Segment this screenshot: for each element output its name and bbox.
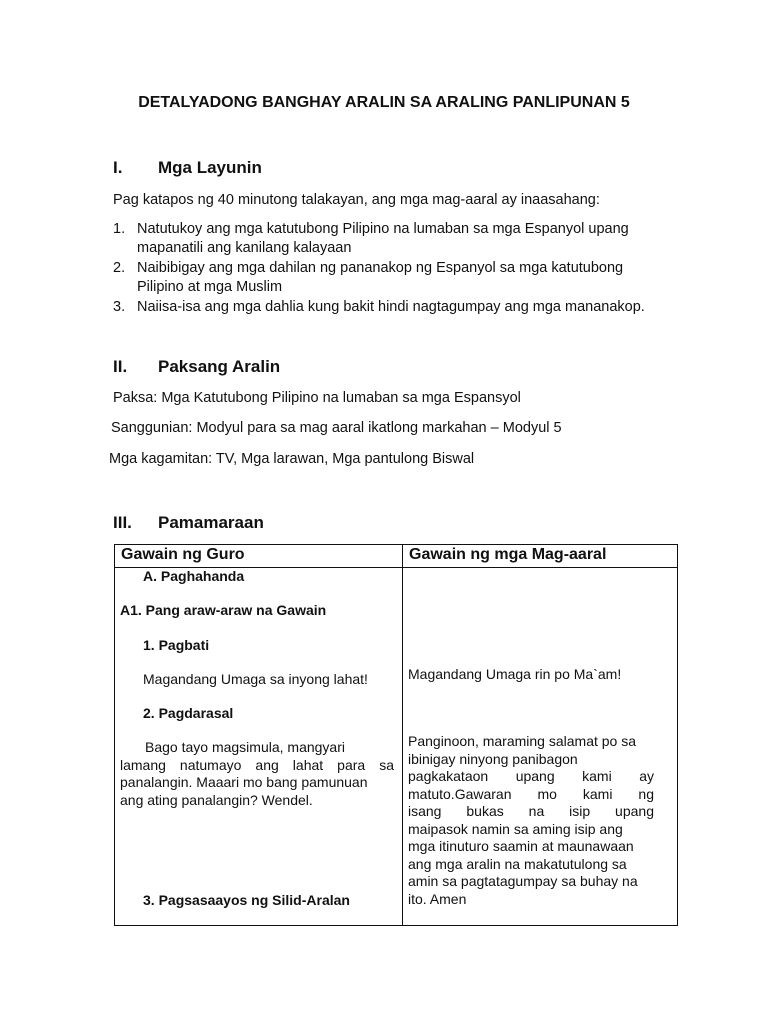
column-divider — [402, 545, 403, 925]
text-line-content: amin sa pagtatagumpay sa buhay na — [408, 873, 638, 889]
text-line — [408, 733, 654, 751]
header-students: Gawain ng mga Mag-aaral — [409, 546, 607, 563]
teacher-greeting: Magandang Umaga sa inyong lahat! — [143, 671, 368, 687]
text-line-content: isang bukas na isip upang — [408, 803, 654, 819]
text-line-content: panalangin. Maaari mo bang pamunuan — [120, 774, 368, 790]
student-greeting-reply: Magandang Umaga rin po Ma`am! — [408, 666, 622, 682]
section-3-number: III. — [113, 513, 132, 532]
text-line-content: ang mga aralin na makatutulong sa — [408, 855, 627, 872]
objectives-list — [113, 220, 673, 318]
text-line-content: maipasok namin sa aming isip ang — [408, 820, 623, 837]
paksa-line: Paksa: Mga Katutubong Pilipino na lumaban sa mga Espansyol — [113, 390, 521, 406]
objective-text: Natutukoy ang mga katutubong Pilipino na lumaban sa mga Espanyol upang mapanatili ang kanilang kalayaan — [137, 221, 629, 256]
text-line-content: Bago tayo magsimula, mangyari — [145, 739, 345, 755]
objective-number: 1. — [113, 221, 126, 237]
text-line — [408, 786, 654, 804]
text-line — [408, 803, 654, 821]
text-line-content: matuto.Gawaran mo kami ng — [408, 785, 654, 802]
list-item — [113, 298, 673, 317]
section-1-number: I. — [113, 158, 123, 177]
pagdarasal-heading: 2. Pagdarasal — [143, 705, 234, 721]
text-line — [408, 821, 654, 839]
text-line-content: mga itinuturo saamin at maunawaan — [408, 838, 634, 854]
text-line — [120, 757, 394, 775]
text-line — [120, 774, 394, 792]
sanggunian-line: Sanggunian: Modyul para sa mag aaral ikatlong markahan – Modyul 5 — [111, 420, 562, 436]
teacher-prayer-instruction — [120, 739, 394, 809]
section-2-number: II. — [113, 357, 128, 376]
text-line — [408, 856, 654, 874]
list-item — [113, 259, 673, 297]
text-line — [120, 792, 394, 810]
text-line — [408, 838, 654, 856]
text-line — [408, 768, 654, 786]
pang-araw-araw-heading: A1. Pang araw-araw na Gawain — [120, 602, 327, 618]
objectives-intro: Pag katapos ng 40 minutong talakayan, ang mga mag-aaral ay inaasahang: — [113, 192, 600, 208]
objective-text: Naibibigay ang mga dahilan ng pananakop ng Espanyol sa mga katutubong Pilipino at mga Muslim — [137, 260, 624, 295]
section-1-title: Mga Layunin — [158, 158, 262, 177]
paghahanda-heading: A. Paghahanda — [143, 568, 245, 584]
text-line-content: pagkakataon upang kami ay — [408, 768, 654, 784]
section-3-title: Pamamaraan — [158, 513, 264, 532]
text-line — [408, 751, 654, 769]
objective-text: Naiisa-isa ang mga dahlia kung bakit hindi nagtagumpay ang mga mananakop. — [137, 299, 645, 315]
list-item — [113, 220, 673, 258]
text-line-content: ibinigay ninyong panibagon — [408, 750, 578, 767]
text-line-content: lamang natumayo ang lahat para sa — [120, 756, 394, 773]
objective-number: 2. — [113, 260, 126, 276]
pagsasaayos-heading: 3. Pagsasaayos ng Silid-Aralan — [143, 892, 350, 908]
text-line — [120, 739, 394, 757]
document-title: DETALYADONG BANGHAY ARALIN SA ARALING PANLIPUNAN 5 — [138, 94, 630, 111]
text-line — [408, 873, 654, 891]
text-line-content: Panginoon, maraming salamat po sa — [408, 733, 637, 749]
text-line-content: ang ating panalangin? Wendel. — [120, 791, 313, 808]
kagamitan-line: Mga kagamitan: TV, Mga larawan, Mga pantulong Biswal — [109, 451, 475, 467]
objective-number: 3. — [113, 299, 126, 315]
text-line-content: ito. Amen — [408, 890, 467, 907]
pagbati-heading: 1. Pagbati — [143, 637, 210, 653]
student-prayer — [408, 733, 654, 908]
section-2-title: Paksang Aralin — [158, 357, 281, 376]
procedure-table — [114, 544, 678, 926]
text-line — [408, 891, 654, 909]
header-teacher: Gawain ng Guro — [121, 546, 245, 563]
